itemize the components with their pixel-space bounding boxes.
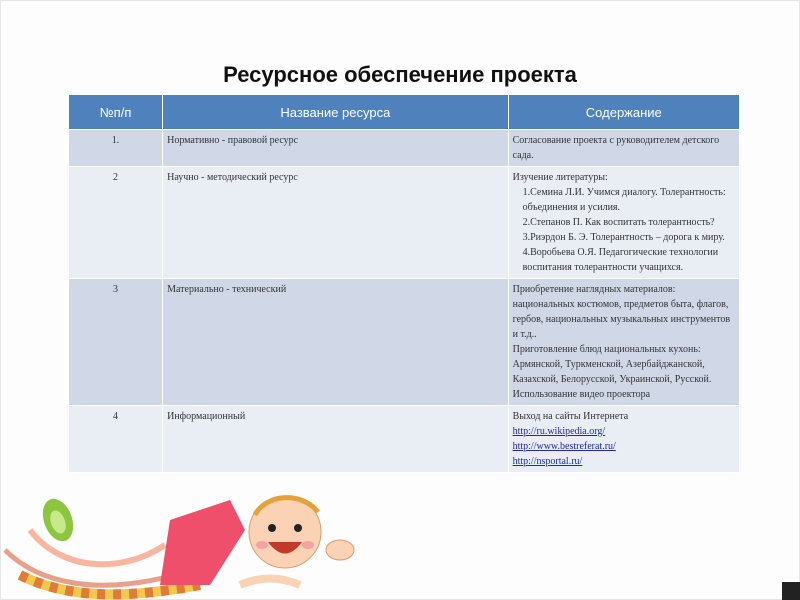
row-resource-name: Материально - технический	[163, 279, 509, 406]
row-resource-name: Информационный	[163, 406, 509, 473]
link-bestreferat[interactable]: http://www.bestreferat.ru/	[512, 441, 616, 452]
row-content	[508, 130, 739, 167]
row-number: 1.	[69, 130, 163, 167]
table-header-row	[69, 95, 740, 130]
content-line: Приготовление блюд национальных кухонь: Армянской, Туркменской, Азербайджанской, Казахской, Белорусской, Украинской, Русской.	[512, 344, 712, 385]
row-number: 3	[69, 279, 163, 406]
resource-table	[68, 94, 740, 473]
row-resource-name: Научно - методический ресурс	[163, 167, 509, 279]
table-row	[69, 167, 740, 279]
content-title: Изучение литературы:	[512, 172, 608, 183]
slide-title: Ресурсное обеспечение проекта	[223, 62, 577, 87]
content-line: Согласование проекта с руководителем детского сада.	[512, 135, 720, 161]
list-item: 4.Воробьева О.Я. Педагогические технологии воспитания толерантности учащихся.	[522, 247, 719, 273]
row-content	[508, 406, 739, 473]
literature-list	[513, 185, 735, 275]
list-item: 2.Степанов П. Как воспитать толерантность?	[522, 217, 715, 228]
table-row	[69, 279, 740, 406]
header-resource-name: Название ресурса	[163, 95, 509, 130]
content-title: Выход на сайты Интернета	[512, 411, 629, 422]
list-item: 1.Семина Л.И. Учимся диалогу. Толерантность: объединения и усилия.	[522, 187, 726, 213]
table-row	[69, 130, 740, 167]
row-content	[508, 279, 739, 406]
content-line: Приобретение наглядных материалов: национальных костюмов, предметов быта, флагов, гербов, национальных музыкальных инструментов и т.д..	[512, 284, 731, 340]
row-number: 2	[69, 167, 163, 279]
row-resource-name: Нормативно - правовой ресурс	[163, 130, 509, 167]
table-row	[69, 406, 740, 473]
content-line: Использование видео проектора	[512, 389, 651, 400]
header-content: Содержание	[508, 95, 739, 130]
link-nsportal[interactable]: http://nsportal.ru/	[512, 456, 583, 467]
row-number: 4	[69, 406, 163, 473]
header-number: №п/п	[69, 95, 163, 130]
list-item: 3.Риэрдон Б. Э. Толерантность – дорога к миру.	[522, 232, 725, 243]
child-illustration-icon	[0, 490, 360, 600]
row-content	[508, 167, 739, 279]
corner-mark	[782, 582, 800, 600]
link-wikipedia[interactable]: http://ru.wikipedia.org/	[512, 426, 606, 437]
